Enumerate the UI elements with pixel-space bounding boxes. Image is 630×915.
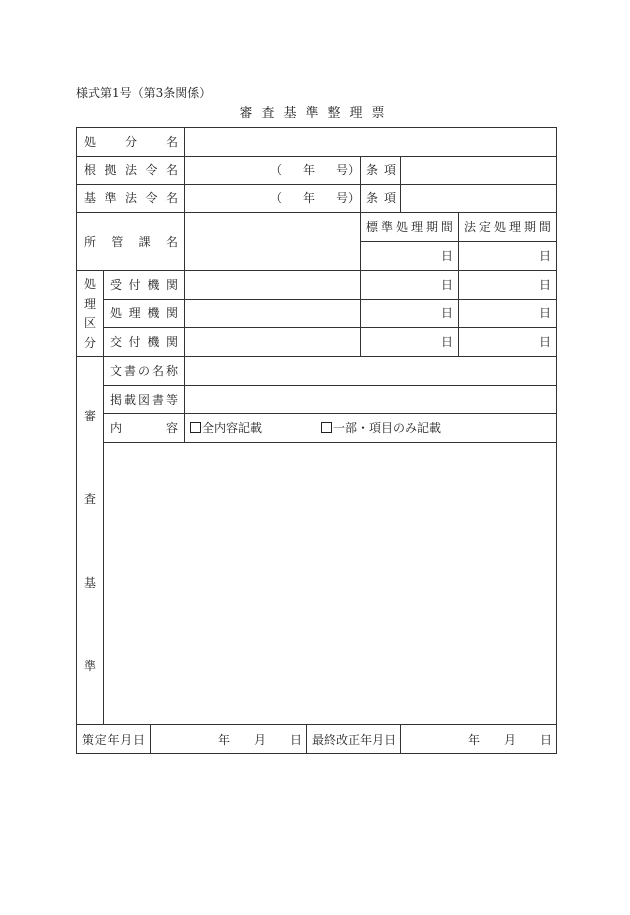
revised-day-label: 日 [540, 733, 553, 747]
issuing-agency-label [110, 336, 178, 348]
label-char: 受 [110, 278, 123, 292]
published-book-field[interactable] [186, 388, 556, 412]
label-char: 終 [324, 733, 337, 747]
label-char: 処 [110, 306, 123, 320]
legal-period-day: 日 [538, 249, 551, 263]
disposition-name-label [84, 136, 178, 148]
revised-month-label: 月 [504, 733, 517, 747]
label-char: 関 [165, 278, 178, 292]
label-char: 交 [110, 335, 123, 349]
label-char: 年 [107, 733, 120, 747]
standard-law-article-field[interactable] [402, 186, 556, 210]
label-char: 名 [165, 191, 178, 205]
processing-legal-day: 日 [538, 306, 551, 320]
processing-group-label [82, 278, 98, 349]
legal-period-header [464, 221, 551, 233]
review-standards-text-area[interactable] [106, 445, 556, 722]
receiving-agency-field[interactable] [186, 273, 358, 297]
label-char: 処 [395, 220, 408, 234]
revised-year-label: 年 [468, 733, 481, 747]
revised-date-label [312, 734, 396, 746]
full-content-checkbox[interactable] [190, 422, 201, 433]
standard-law-paren-open: （ [270, 191, 283, 205]
label-char: 付 [128, 278, 141, 292]
label-char: 区 [83, 316, 96, 331]
processing-standard-day: 日 [440, 306, 453, 320]
label-char: 間 [538, 220, 551, 234]
base-law-paren-open: （ [270, 163, 283, 177]
issuing-agency-field[interactable] [186, 330, 358, 354]
label-char: 処 [83, 277, 96, 291]
label-char: 掲 [110, 393, 123, 407]
receiving-legal-day: 日 [538, 278, 551, 292]
label-char: 関 [165, 306, 178, 320]
processing-agency-field[interactable] [186, 301, 358, 325]
label-char: 準 [104, 191, 117, 205]
label-char: 分 [124, 135, 137, 149]
base-law-article-field[interactable] [402, 158, 556, 182]
label-char: 称 [165, 364, 178, 378]
established-month-label: 月 [254, 733, 267, 747]
department-field[interactable] [186, 215, 358, 268]
label-char: 課 [138, 235, 151, 249]
label-char: 図 [137, 393, 150, 407]
standard-period-header [366, 221, 453, 233]
issuing-legal-day: 日 [538, 335, 551, 349]
partial-content-label: 一部・項目のみ記載 [333, 421, 442, 435]
label-char: 所 [84, 235, 97, 249]
department-label [84, 236, 178, 248]
label-char: 間 [440, 220, 453, 234]
form-number-label: 様式第1号（第3条関係） [76, 86, 212, 100]
standard-law-label [84, 192, 178, 204]
label-char: 容 [165, 421, 178, 435]
label-char: 処 [493, 220, 506, 234]
published-book-label [110, 394, 178, 406]
label-char: 準 [83, 658, 96, 673]
label-char: 法 [124, 191, 137, 205]
label-char: 理 [508, 220, 521, 234]
label-char: 管 [111, 235, 124, 249]
receiving-agency-label [110, 279, 178, 291]
label-char: 令 [145, 163, 158, 177]
label-char: 名 [165, 135, 178, 149]
label-char: 定 [94, 733, 107, 747]
label-char: 法 [124, 163, 137, 177]
label-char: 項 [383, 163, 396, 177]
label-char: 年 [360, 733, 373, 747]
label-char: 月 [372, 733, 385, 747]
label-char: 改 [336, 733, 349, 747]
label-char: 策 [82, 733, 95, 747]
label-char: 査 [83, 492, 96, 507]
established-day-label: 日 [290, 733, 303, 747]
standard-law-number-label: 号） [336, 191, 361, 205]
receiving-standard-day: 日 [440, 278, 453, 292]
review-group-label [82, 410, 98, 672]
base-law-label [84, 164, 178, 176]
label-char: 載 [123, 393, 136, 407]
label-char: 項 [383, 191, 396, 205]
base-law-number-label: 号） [336, 163, 361, 177]
label-char: 機 [147, 278, 160, 292]
document-name-field[interactable] [186, 359, 556, 383]
content-label [110, 422, 178, 434]
label-char: 日 [132, 733, 145, 747]
label-char: 理 [410, 220, 423, 234]
standard-law-year-label: 年 [303, 191, 316, 205]
label-char: 令 [145, 191, 158, 205]
label-char: 条 [366, 163, 379, 177]
base-law-year-label: 年 [303, 163, 316, 177]
label-char: 付 [128, 335, 141, 349]
label-char: 機 [147, 306, 160, 320]
label-char: 書 [151, 393, 164, 407]
base-law-article-label [366, 164, 396, 176]
option-partial-content[interactable] [321, 422, 441, 434]
label-char: 名 [165, 235, 178, 249]
label-char: 書 [123, 364, 136, 378]
label-char: 審 [83, 409, 96, 423]
label-char: 拠 [104, 163, 117, 177]
label-char: 準 [380, 220, 393, 234]
standard-law-article-label [366, 192, 396, 204]
label-char: 理 [128, 306, 141, 320]
label-char: 日 [384, 733, 397, 747]
label-char: 名 [151, 364, 164, 378]
label-char: 内 [110, 421, 123, 435]
disposition-name-field[interactable] [186, 130, 556, 154]
processing-agency-label [110, 307, 178, 319]
label-char: 条 [366, 191, 379, 205]
established-date-label [82, 734, 145, 746]
label-char: 関 [165, 335, 178, 349]
label-char: 処 [84, 135, 97, 149]
document-name-label [110, 365, 178, 377]
label-char: 文 [110, 364, 123, 378]
label-char: 最 [312, 733, 325, 747]
label-char: 分 [83, 335, 96, 350]
label-char: 定 [478, 220, 491, 234]
full-content-label: 全内容記載 [202, 421, 263, 435]
label-char: 等 [165, 393, 178, 407]
label-char: 機 [147, 335, 160, 349]
label-char: 月 [120, 733, 133, 747]
label-char: 基 [84, 191, 97, 205]
label-char: 期 [425, 220, 438, 234]
label-char: の [137, 364, 150, 378]
label-char: 標 [366, 220, 379, 234]
label-char: 期 [523, 220, 536, 234]
issuing-standard-day: 日 [440, 335, 453, 349]
form-title: 審査基準整理票 [239, 106, 394, 121]
label-char: 正 [348, 733, 361, 747]
partial-content-checkbox[interactable] [321, 422, 332, 433]
established-year-label: 年 [218, 733, 231, 747]
standard-period-day: 日 [440, 249, 453, 263]
label-char: 基 [83, 575, 96, 590]
label-char: 法 [464, 220, 477, 234]
label-char: 根 [84, 163, 97, 177]
option-full-content[interactable] [190, 422, 262, 434]
label-char: 名 [165, 163, 178, 177]
label-char: 理 [83, 296, 96, 311]
